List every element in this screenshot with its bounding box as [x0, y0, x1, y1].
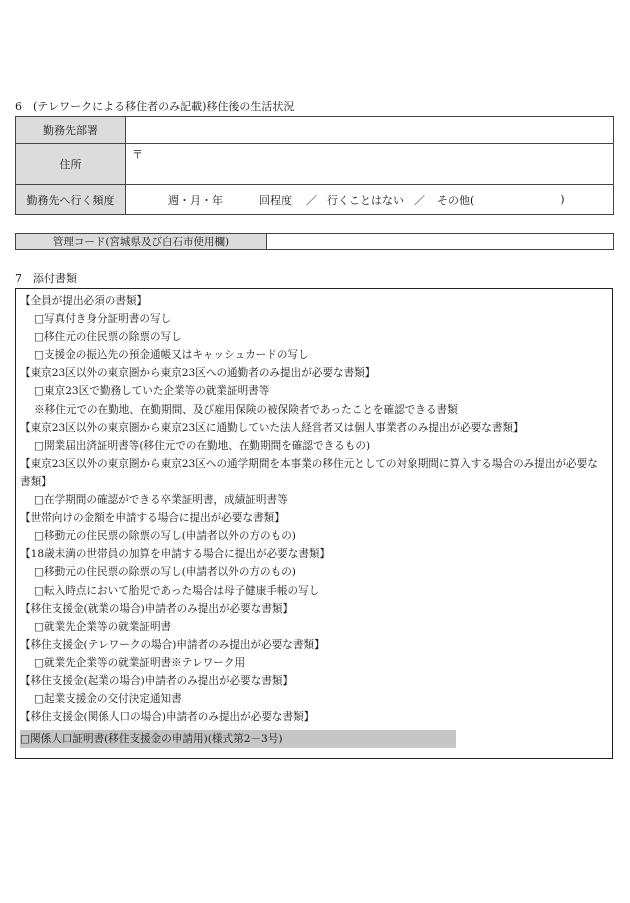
document-category-heading: 【東京23区以外の東京圏から東京23区への通勤者のみ提出が必要な書類】	[20, 367, 376, 380]
document-checkbox-item[interactable]: □関係人口証明書(移住支援金の申請用)(様式第2－3号)	[20, 730, 456, 748]
frequency-times: 回程度	[259, 193, 292, 207]
document-checkbox-item[interactable]: □就業先企業等の就業証明書	[34, 620, 172, 633]
frequency-separator: ／	[306, 193, 317, 207]
document-category-heading: 【東京23区以外の東京圏から東京23区への通学期間を本事業の移住元としての対象期間に算入する場合のみ提出が必要な書類】	[20, 457, 598, 488]
document-checkbox-item[interactable]: □転入時点において胎児であった場合は母子健康手帳の写し	[34, 584, 320, 597]
document-checkbox-item[interactable]: □移住元の住民票の除票の写し	[34, 331, 182, 344]
frequency-label: 勤務先へ行く頻度	[16, 185, 126, 215]
document-checkbox-item[interactable]: □支援金の振込先の預金通帳又はキャッシュカードの写し	[34, 349, 309, 362]
document-checkbox-item[interactable]: □起業支援金の交付決定通知書	[34, 693, 182, 706]
admin-code-label: 管理コード(宮城県及び白石市使用欄)	[16, 234, 267, 250]
document-checkbox-item[interactable]: □開業届出済証明書等(移住元での在勤地、在勤期間を確認できるもの)	[34, 439, 371, 452]
document-category-heading: 【東京23区以外の東京圏から東京23区に通勤していた法人経営者又は個人事業者のみ提出が必要な書類】	[20, 421, 524, 434]
document-checkbox-item[interactable]: □東京23区で勤務していた企業等の就業証明書等	[34, 385, 270, 398]
address-label: 住所	[16, 144, 126, 185]
section7-title: 7 添付書類	[15, 272, 77, 285]
section6-title: 6 (テレワークによる移住者のみ記載)移住後の生活状況	[15, 100, 295, 113]
document-category-heading: 【18歳未満の世帯員の加算を申請する場合に提出が必要な書類】	[20, 548, 331, 561]
document-checkbox-item[interactable]: □移動元の住民票の除票の写し(申請者以外の方のもの)	[34, 530, 296, 543]
address-field[interactable]	[126, 144, 614, 185]
frequency-none: 行くことはない	[327, 193, 404, 207]
document-checkbox-item[interactable]: □移動元の住民票の除票の写し(申請者以外の方のもの)	[34, 566, 296, 579]
living-status-table	[15, 116, 614, 215]
document-category-heading: 【全員が提出必須の書類】	[20, 295, 148, 307]
frequency-other: その他(	[437, 193, 475, 207]
document-note: ※移住元での在勤地、在勤期間、及び雇用保険の被保険者であったことを確認できる書類	[34, 403, 458, 416]
admin-code-table	[15, 233, 614, 250]
attachments-box	[15, 288, 613, 759]
document-category-heading: 【世帯向けの金額を申請する場合に提出が必要な書類】	[20, 512, 285, 525]
document-category-heading: 【移住支援金(関係人口の場合)申請者のみ提出が必要な書類】	[20, 711, 315, 724]
document-checkbox-item[interactable]: □就業先企業等の就業証明書※テレワーク用	[34, 656, 246, 669]
frequency-unit: 週・月・年	[168, 193, 223, 207]
frequency-other-close: )	[560, 193, 565, 206]
admin-code-field[interactable]	[267, 234, 614, 250]
document-category-heading: 【移住支援金(就業の場合)申請者のみ提出が必要な書類】	[20, 602, 294, 615]
frequency-separator: ／	[414, 193, 425, 207]
postal-mark: 〒	[132, 148, 143, 161]
document-checkbox-item[interactable]: □写真付き身分証明書の写し	[34, 313, 172, 326]
frequency-field[interactable]	[126, 185, 614, 215]
workplace-field[interactable]	[126, 117, 614, 144]
document-checkbox-item[interactable]: □在学期間の確認ができる卒業証明書，成績証明書等	[34, 494, 288, 507]
document-category-heading: 【移住支援金(起業の場合)申請者のみ提出が必要な書類】	[20, 674, 294, 687]
workplace-label: 勤務先部署	[16, 117, 126, 144]
document-category-heading: 【移住支援金(テレワークの場合)申請者のみ提出が必要な書類】	[20, 638, 325, 651]
